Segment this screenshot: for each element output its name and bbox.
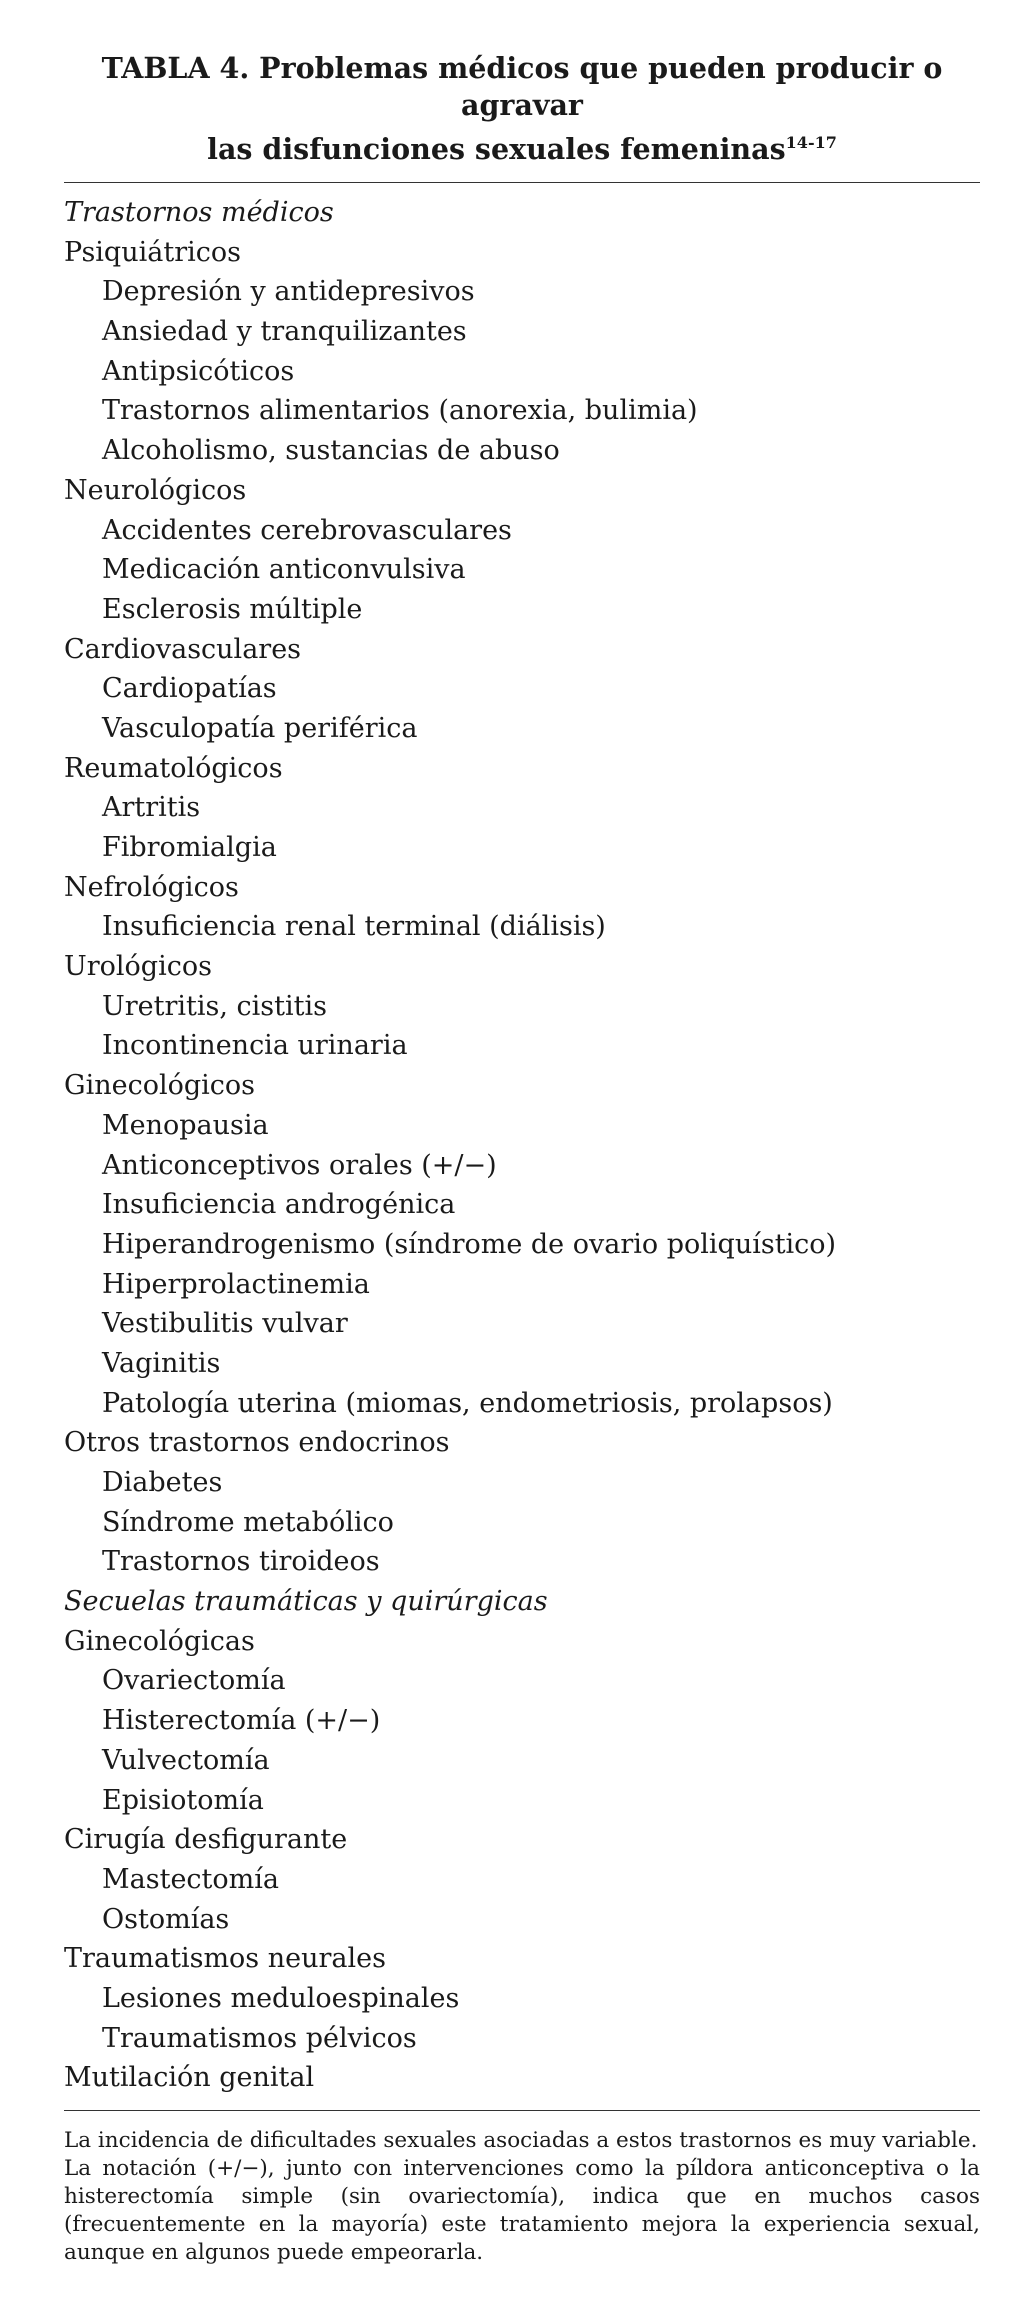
list-item: Hiperprolactinemia	[102, 1268, 370, 1300]
category-label: Ginecológicos	[64, 1070, 255, 1102]
list-item: Trastornos tiroideos	[102, 1546, 380, 1578]
list-item: Trastornos alimentarios (anorexia, bulimia)	[102, 395, 698, 427]
list-item: Vaginitis	[102, 1347, 221, 1379]
list-item: Lesiones meduloespinales	[102, 1982, 460, 2014]
list-item: Insuficiencia renal terminal (diálisis)	[102, 911, 606, 943]
list-item: Uretritis, cistitis	[102, 990, 327, 1022]
list-item: Ansiedad y tranquilizantes	[102, 316, 467, 348]
list-item: Anticonceptivos orales (+/−)	[102, 1149, 497, 1181]
list-item: Ovariectomía	[102, 1665, 286, 1697]
list-item: Menopausia	[102, 1109, 269, 1141]
category-label: Nefrológicos	[64, 871, 239, 903]
list-item: Depresión y antidepresivos	[102, 276, 475, 308]
table-title-line-2	[64, 124, 980, 168]
table-title-reference: 14-17	[785, 133, 837, 152]
list-item: Vasculopatía periférica	[102, 712, 418, 744]
table-title-line-2-text: las disfunciones sexuales femeninas	[207, 132, 786, 166]
list-item: Medicación anticonvulsiva	[102, 554, 466, 586]
list-item: Vestibulitis vulvar	[102, 1308, 348, 1340]
table-title	[64, 50, 980, 182]
category-label: Cirugía desfigurante	[64, 1824, 348, 1856]
category-label: Psiquiátricos	[64, 236, 241, 268]
list-item: Accidentes cerebrovasculares	[102, 514, 512, 546]
list-item: Mastectomía	[102, 1863, 279, 1895]
list-item: Fibromialgia	[102, 832, 277, 863]
list-item: Alcoholismo, sustancias de abuso	[102, 435, 560, 467]
list-item: Vulvectomía	[102, 1744, 270, 1776]
list-item: Antipsicóticos	[102, 355, 295, 387]
list-item: Hiperandrogenismo (síndrome de ovario poliquístico)	[102, 1228, 837, 1260]
footnote: La incidencia de dificultades sexuales asociadas a estos trastornos es muy variable.	[64, 2128, 978, 2153]
list-item: Insuficiencia androgénica	[102, 1189, 456, 1221]
list-item: Incontinencia urinaria	[102, 1030, 408, 1062]
list-item: Traumatismos pélvicos	[102, 2022, 417, 2054]
table-title-line-1: TABLA 4. Problemas médicos que pueden producir o agravar	[101, 51, 943, 122]
footnote: La notación (+/−), junto con intervenciones como la píldora anticonceptiva o la histerectomía simple (sin ovariectomía), indica que en muchos casos (frecuentemente en la mayoría) este tratamiento mejora la experiencia sexual, aunque en algunos puede empeorarla.	[64, 2156, 980, 2265]
section-heading: Secuelas traumáticas y quirúrgicas	[64, 1586, 548, 1618]
list-item: Ostomías	[102, 1903, 230, 1935]
category-label: Traumatismos neurales	[64, 1943, 386, 1975]
list-item: Episiotomía	[102, 1784, 264, 1816]
list-item: Síndrome metabólico	[102, 1506, 394, 1538]
list-item: Esclerosis múltiple	[102, 593, 363, 625]
list-item: Diabetes	[102, 1467, 223, 1498]
list-item: Histerectomía (+/−)	[102, 1705, 381, 1737]
table-body	[64, 183, 980, 2110]
list-item: Patología uterina (miomas, endometriosis, prolapsos)	[102, 1387, 833, 1419]
section-heading: Trastornos médicos	[64, 197, 334, 228]
category-label: Reumatológicos	[64, 752, 283, 784]
list-item: Cardiopatías	[102, 673, 277, 705]
category-label: Urológicos	[64, 951, 212, 983]
category-label: Cardiovasculares	[64, 633, 302, 665]
category-label: Neurológicos	[64, 474, 247, 506]
category-label: Ginecológicas	[64, 1625, 255, 1657]
category-label: Otros trastornos endocrinos	[64, 1427, 450, 1459]
category-label: Mutilación genital	[64, 2062, 315, 2094]
table-notes	[64, 2111, 980, 2267]
list-item: Artritis	[102, 792, 201, 824]
